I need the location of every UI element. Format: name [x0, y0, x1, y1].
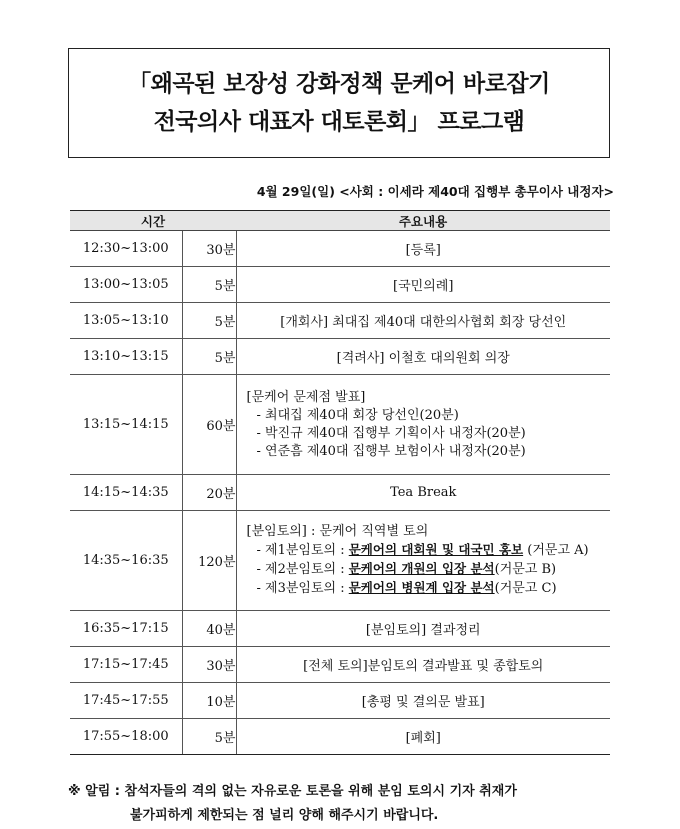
- event-date-moderator: 4월 29일(일) <사회 : 이세라 제40대 집행부 총무이사 내정자>: [256, 184, 614, 199]
- table-row: [70, 267, 610, 303]
- breakout-topic: 문케어의 개원의 입장 분석: [348, 561, 495, 576]
- row-content: [분임토의] 결과정리: [236, 611, 610, 647]
- table-row: [70, 339, 610, 375]
- header-content: 주요내용: [236, 211, 610, 231]
- row-duration: 20분: [182, 475, 236, 511]
- table-row: [70, 475, 610, 511]
- notice-line-1: ※ 알림 : 참석자들의 격의 없는 자유로운 토론을 위해 분임 토의시 기자 취재가: [68, 784, 517, 799]
- row-time: 13:15~14:15: [70, 375, 182, 475]
- row-time: 16:35~17:15: [70, 611, 182, 647]
- breakout-venue: (거문고 B): [494, 562, 557, 577]
- row-duration: 30분: [182, 647, 236, 683]
- row-time: 17:15~17:45: [70, 647, 182, 683]
- breakout-venue: (거문고 C): [494, 581, 557, 596]
- table-row: [70, 303, 610, 339]
- table-row: [70, 375, 610, 475]
- table-row: [70, 231, 610, 267]
- table-row: [70, 683, 610, 719]
- table-row: [70, 647, 610, 683]
- row-duration: 120분: [182, 511, 236, 611]
- row-content: [국민의례]: [236, 267, 610, 303]
- row-time: 13:00~13:05: [70, 267, 182, 303]
- breakout-venue: (거문고 A): [523, 543, 589, 558]
- row-content: Tea Break: [236, 475, 610, 511]
- row-content: [전체 토의]분임토의 결과발표 및 종합토의: [236, 647, 610, 683]
- header-time: 시간: [70, 211, 236, 231]
- row-duration: 30분: [182, 231, 236, 267]
- row-duration: 5분: [182, 339, 236, 375]
- row-content: [격려사] 이철호 대의원회 의장: [236, 339, 610, 375]
- breakout-item: [247, 560, 611, 579]
- row-duration: 5분: [182, 719, 236, 755]
- row-content: [개회사] 최대집 제40대 대한의사협회 회장 당선인: [236, 303, 610, 339]
- program-table: [70, 210, 610, 755]
- row-duration: 60분: [182, 375, 236, 475]
- notice: [68, 780, 628, 828]
- row-content: [총평 및 결의문 발표]: [236, 683, 610, 719]
- title-box: [68, 48, 610, 158]
- presentation-heading: [문케어 문제점 발표]: [246, 389, 366, 405]
- breakout-item: [247, 579, 611, 598]
- row-time: 17:55~18:00: [70, 719, 182, 755]
- presentation-item: - 박진규 제40대 집행부 기획이사 내정자(20분): [256, 425, 526, 441]
- breakout-item: [247, 541, 611, 560]
- table-header-row: [70, 211, 610, 231]
- breakout-prefix: - 제1분임토의 :: [256, 543, 349, 558]
- presentation-item: - 연준흠 제40대 집행부 보험이사 내정자(20분): [256, 443, 526, 459]
- notice-line-2: 불가피하게 제한되는 점 널리 양해 해주시기 바랍니다.: [130, 808, 439, 823]
- title-line-1: 「왜곡된 보장성 강화정책 문케어 바로잡기: [128, 71, 550, 97]
- breakout-topic: 문케어의 병원계 입장 분석: [348, 580, 495, 595]
- table-row: [70, 719, 610, 755]
- breakout-topic: 문케어의 대회원 및 대국민 홍보: [348, 542, 524, 557]
- row-time: 12:30~13:00: [70, 231, 182, 267]
- row-time: 13:05~13:10: [70, 303, 182, 339]
- table-row: [70, 611, 610, 647]
- row-content: [236, 511, 610, 611]
- table-row: [70, 511, 610, 611]
- title-line-2: 전국의사 대표자 대토론회」 프로그램: [153, 109, 525, 135]
- breakout-heading: [분임토의] : 문케어 직역별 토의: [246, 524, 429, 539]
- row-content: [폐회]: [236, 719, 610, 755]
- breakout-prefix: - 제3분임토의 :: [256, 581, 349, 596]
- presentation-item: - 최대집 제40대 회장 당선인(20분): [256, 407, 459, 423]
- breakout-prefix: - 제2분임토의 :: [256, 562, 349, 577]
- row-duration: 5분: [182, 303, 236, 339]
- row-time: 13:10~13:15: [70, 339, 182, 375]
- row-time: 14:35~16:35: [70, 511, 182, 611]
- row-time: 17:45~17:55: [70, 683, 182, 719]
- row-duration: 5분: [182, 267, 236, 303]
- row-time: 14:15~14:35: [70, 475, 182, 511]
- row-content: [236, 375, 610, 475]
- row-duration: 40분: [182, 611, 236, 647]
- row-content: [등록]: [236, 231, 610, 267]
- row-duration: 10분: [182, 683, 236, 719]
